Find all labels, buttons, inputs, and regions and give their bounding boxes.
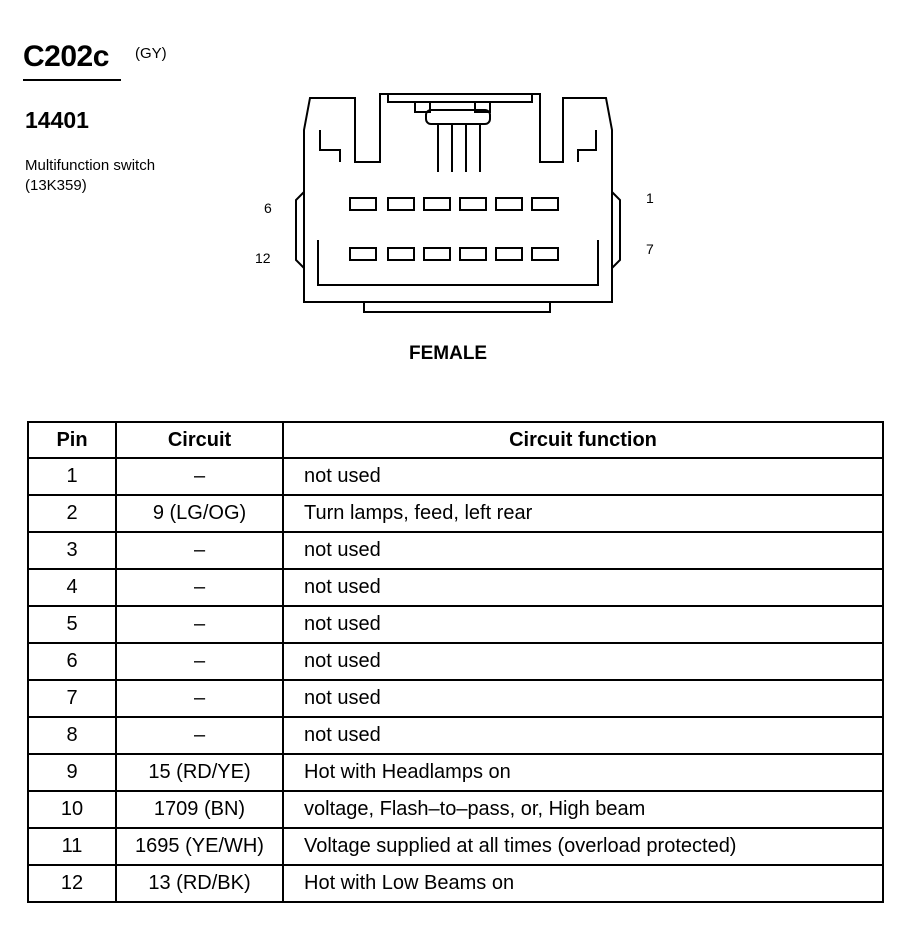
cell-pin: 11: [28, 828, 116, 865]
cell-function: Voltage supplied at all times (overload protected): [283, 828, 883, 865]
connector-id: C202c: [23, 40, 109, 73]
pin-label-top-left: 6: [264, 200, 272, 216]
cell-circuit: 15 (RD/YE): [116, 754, 283, 791]
cell-pin: 8: [28, 717, 116, 754]
cell-function: Hot with Headlamps on: [283, 754, 883, 791]
cavity-12: [350, 248, 376, 260]
cell-pin: 4: [28, 569, 116, 606]
cell-pin: 3: [28, 532, 116, 569]
cell-circuit: –: [116, 643, 283, 680]
cell-function: Turn lamps, feed, left rear: [283, 495, 883, 532]
cell-function: not used: [283, 680, 883, 717]
cell-pin: 12: [28, 865, 116, 902]
table-row: [28, 791, 883, 828]
cell-pin: 1: [28, 458, 116, 495]
cell-circuit: –: [116, 569, 283, 606]
cell-circuit: –: [116, 680, 283, 717]
table-row: [28, 643, 883, 680]
pinout-table: [27, 421, 884, 903]
header-circuit: Circuit: [116, 422, 283, 458]
cell-function: not used: [283, 569, 883, 606]
cell-circuit: –: [116, 458, 283, 495]
cavity-10: [424, 248, 450, 260]
cell-circuit: –: [116, 532, 283, 569]
table-row: [28, 680, 883, 717]
component-name: Multifunction switch: [25, 157, 156, 174]
cell-pin: 2: [28, 495, 116, 532]
table-row: [28, 865, 883, 902]
cell-circuit: 13 (RD/BK): [116, 865, 283, 902]
cell-function: not used: [283, 606, 883, 643]
cavity-2: [496, 198, 522, 210]
component-code: (13K359): [25, 177, 87, 194]
cell-circuit: –: [116, 606, 283, 643]
pin-label-bottom-right: 7: [646, 241, 654, 257]
header-circuit-function: Circuit function: [283, 422, 883, 458]
table-row: [28, 717, 883, 754]
cavity-5: [388, 198, 414, 210]
cavity-6: [350, 198, 376, 210]
table-row: [28, 828, 883, 865]
pin-label-bottom-left: 12: [255, 250, 271, 266]
connector-color: (GY): [135, 45, 167, 62]
cell-function: not used: [283, 643, 883, 680]
cavity-1: [532, 198, 558, 210]
cavity-11: [388, 248, 414, 260]
cell-function: not used: [283, 717, 883, 754]
cell-pin: 10: [28, 791, 116, 828]
cell-pin: 9: [28, 754, 116, 791]
cavity-4: [424, 198, 450, 210]
cell-function: not used: [283, 532, 883, 569]
cell-circuit: 9 (LG/OG): [116, 495, 283, 532]
cell-circuit: –: [116, 717, 283, 754]
cavity-8: [496, 248, 522, 260]
view-label: FEMALE: [409, 343, 488, 364]
header-pin: Pin: [28, 422, 116, 458]
connector-face-diagram: [280, 90, 630, 330]
table-row: [28, 495, 883, 532]
cell-pin: 5: [28, 606, 116, 643]
table-row: [28, 606, 883, 643]
cell-function: Hot with Low Beams on: [283, 865, 883, 902]
cell-pin: 6: [28, 643, 116, 680]
cell-pin: 7: [28, 680, 116, 717]
pin-label-top-right: 1: [646, 190, 654, 206]
cavity-9: [460, 248, 486, 260]
cell-function: voltage, Flash–to–pass, or, High beam: [283, 791, 883, 828]
table-row: [28, 458, 883, 495]
cavity-3: [460, 198, 486, 210]
cavity-7: [532, 248, 558, 260]
cell-circuit: 1695 (YE/WH): [116, 828, 283, 865]
table-row: [28, 754, 883, 791]
table-header-row: [28, 422, 883, 458]
table-row: [28, 569, 883, 606]
cell-function: not used: [283, 458, 883, 495]
cell-circuit: 1709 (BN): [116, 791, 283, 828]
part-number: 14401: [25, 107, 89, 133]
connector-id-underline: [23, 79, 121, 81]
table-row: [28, 532, 883, 569]
